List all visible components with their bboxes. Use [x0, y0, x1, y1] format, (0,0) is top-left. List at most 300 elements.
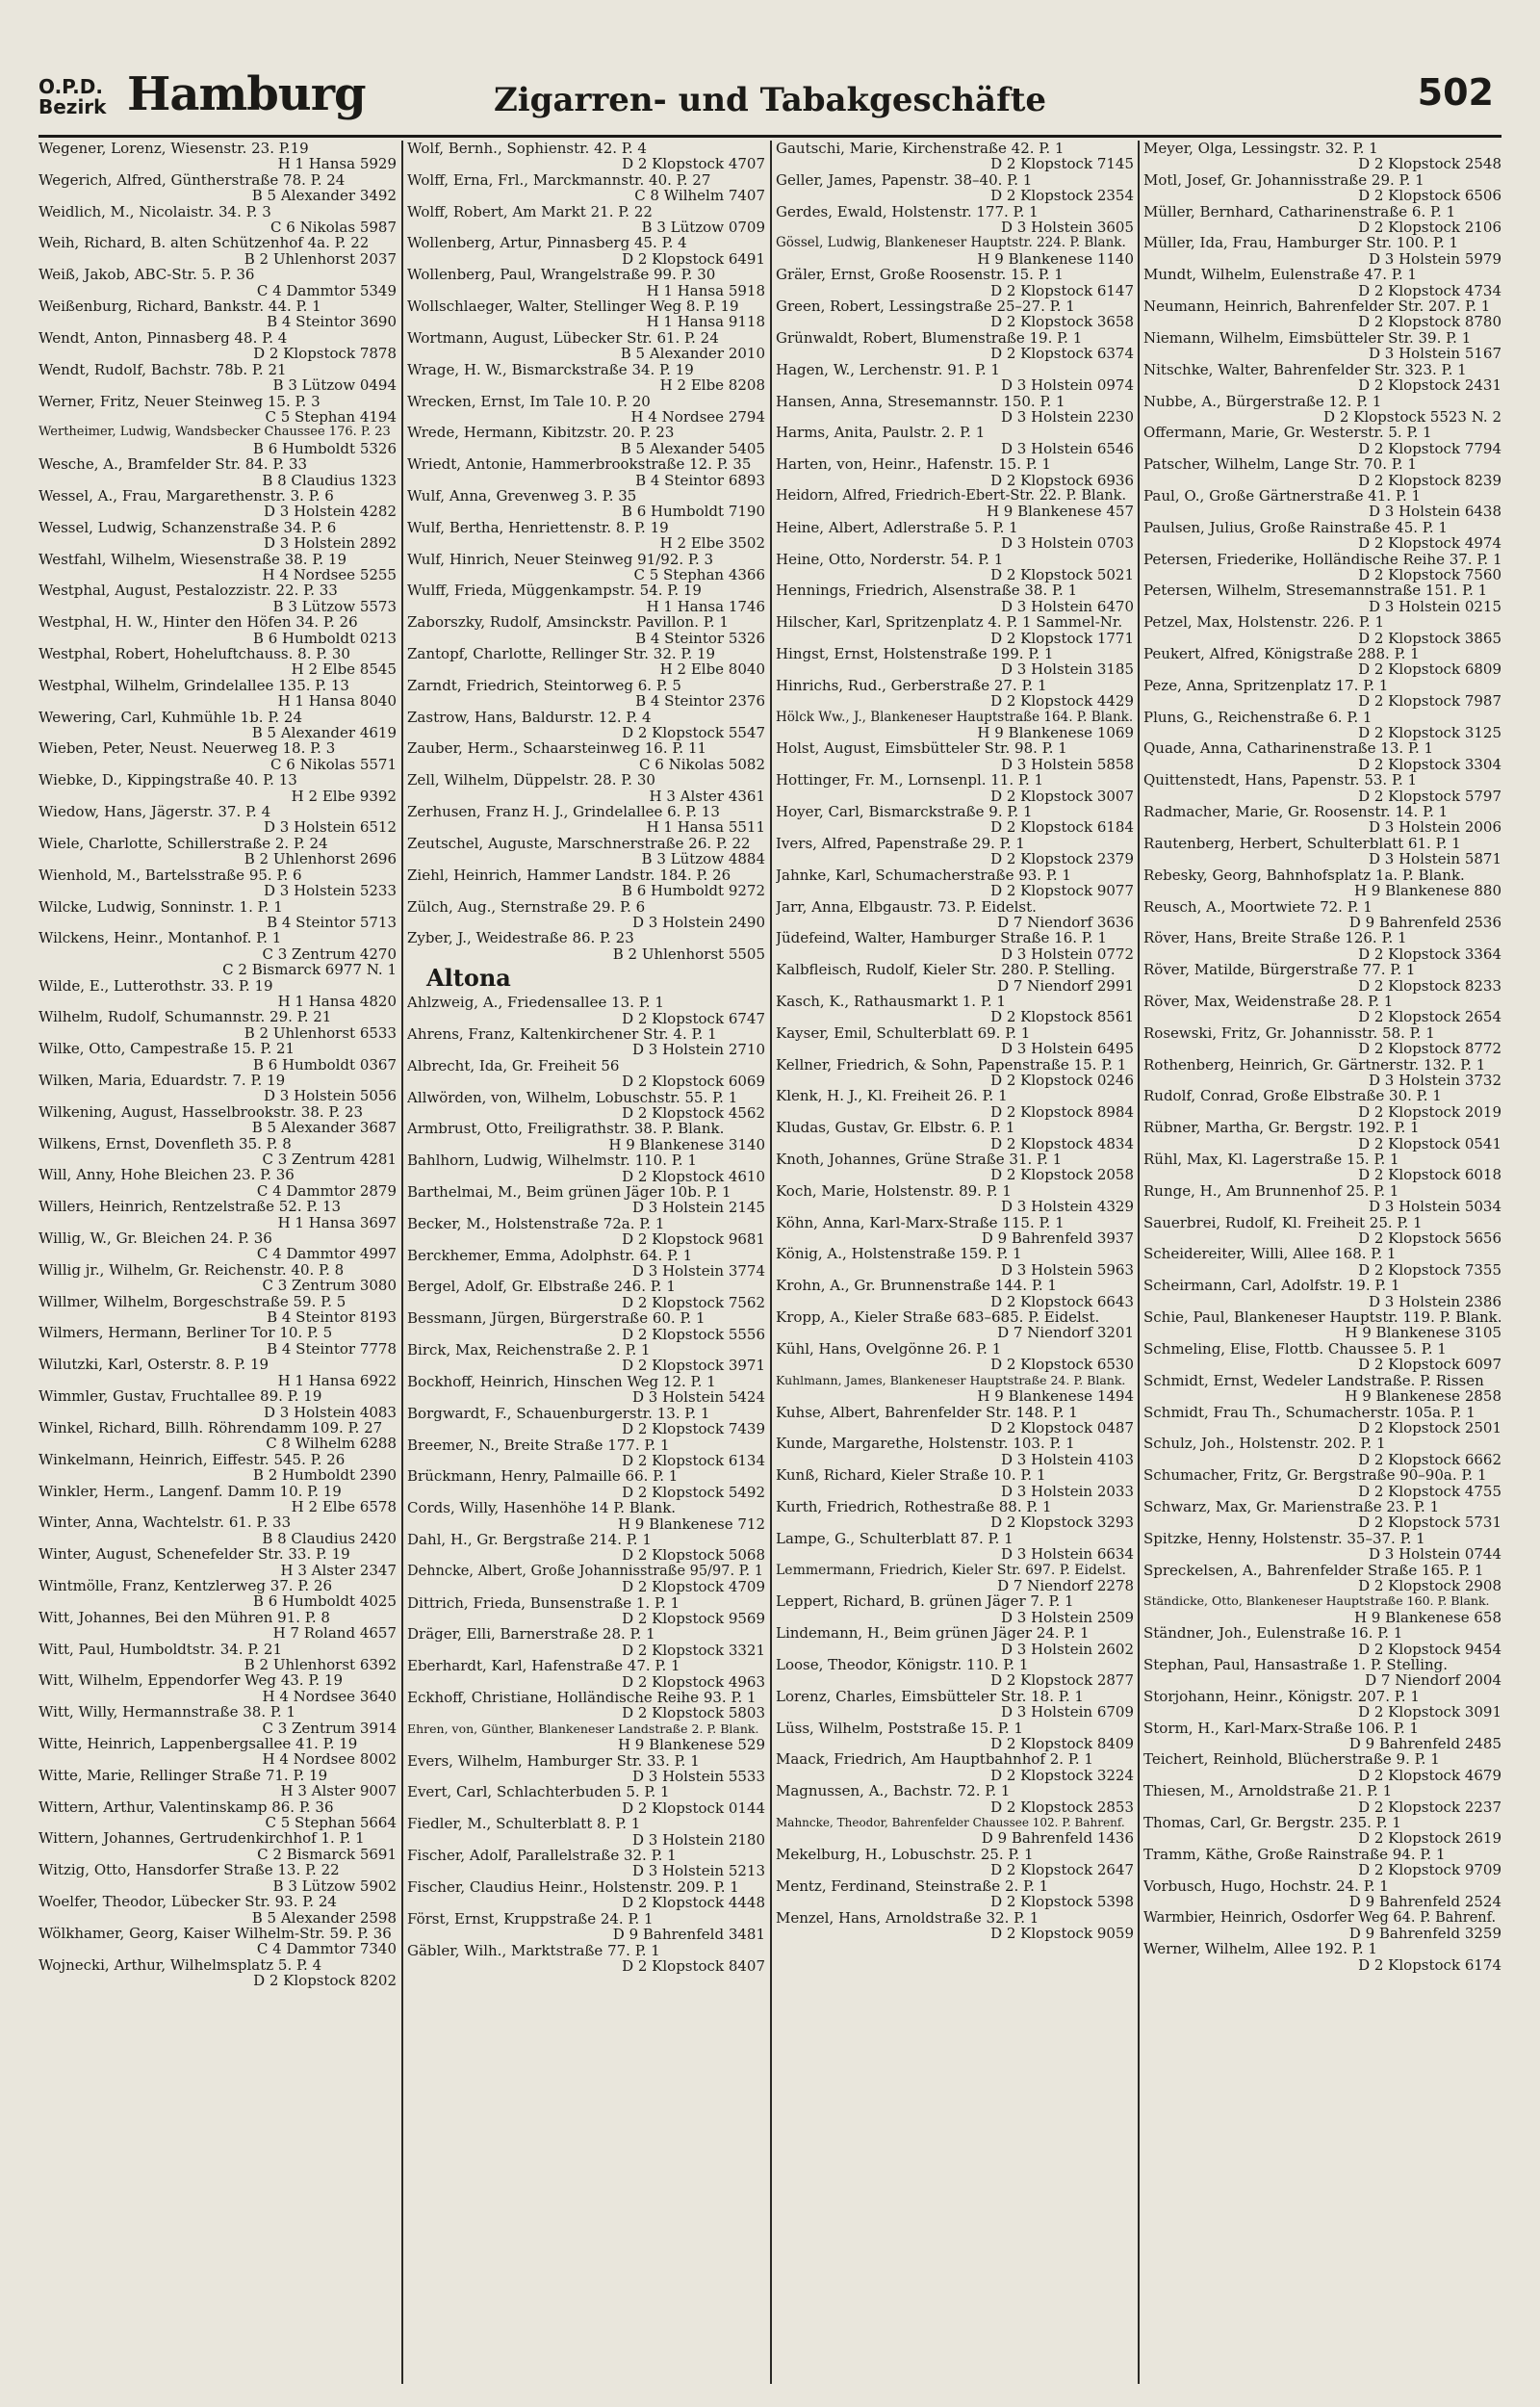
listing-name-address: Lemmermann, Friedrich, Kieler Str. 697. P. Eidelst.: [776, 1562, 1126, 1578]
listing-phone: H 9 Blankenese 3140: [608, 1135, 765, 1153]
listing-phone: D 2 Klopstock 3125: [1358, 724, 1502, 742]
listing-name-address: Wölkhamer, Georg, Kaiser Wilhelm-Str. 59. P. 36: [38, 1925, 392, 1942]
listing-name-address: Wilmers, Hermann, Berliner Tor 10. P. 5: [38, 1325, 333, 1341]
listing-entry: [38, 1830, 397, 1862]
listing-phone: D 2 Klopstock 7562: [622, 1293, 765, 1311]
listing-phone: H 9 Blankenese 1494: [977, 1387, 1134, 1406]
listing-entry: [38, 930, 397, 962]
listing-name-address: Kalbfleisch, Rudolf, Kieler Str. 280. P. Stelling.: [776, 962, 1116, 978]
listing-name-address: Ständner, Joh., Eulenstraße 16. P. 1: [1143, 1625, 1403, 1642]
listing-phone: D 3 Holstein 0772: [1000, 945, 1134, 963]
listing-entry: [776, 1783, 1134, 1815]
listing-phone: D 2 Klopstock 6018: [1358, 1166, 1502, 1184]
listing-name-address: Pluns, G., Reichenstraße 6. P. 1: [1143, 709, 1373, 726]
listing-phone: D 3 Holstein 6512: [263, 818, 397, 837]
listing-name-address: Witt, Johannes, Bei den Mühren 91. P. 8: [38, 1609, 330, 1626]
listing-phone: D 2 Klopstock 6530: [990, 1356, 1134, 1374]
listing-entry: [407, 1026, 765, 1058]
listing-name-address: Wrede, Hermann, Kibitzstr. 20. P. 23: [407, 425, 675, 441]
listing-name-address: Wienhold, M., Bartelsstraße 95. P. 6: [38, 867, 302, 884]
listing-name-address: Cords, Willy, Hasenhöhe 14 P. Blank.: [407, 1500, 677, 1516]
listing-name-address: Stephan, Paul, Hansastraße 1. P. Stelling.: [1143, 1657, 1449, 1673]
listing-entry: [38, 520, 397, 552]
listing-phone: H 9 Blankenese 1069: [977, 724, 1134, 742]
listing-name-address: Dahl, H., Gr. Bergstraße 214. P. 1: [407, 1531, 652, 1548]
listing-entry: [776, 772, 1134, 804]
listing-name-address: Leppert, Richard, B. grünen Jäger 7. P. 1: [776, 1593, 1074, 1610]
listing-name-address: Vorbusch, Hugo, Hochstr. 24. P. 1: [1143, 1877, 1389, 1895]
listing-name-address: Petersen, Friederike, Holländische Reihe 37. P. 1: [1143, 551, 1502, 567]
listing-entry: [1143, 930, 1502, 962]
listing-name-address: Eberhardt, Karl, Hafenstraße 47. P. 1: [407, 1658, 680, 1674]
listing-name-address: Lüss, Wilhelm, Poststraße 15. P. 1: [776, 1720, 1023, 1737]
listing-name-address: Wollenberg, Paul, Wrangelstraße 99. P. 30: [407, 267, 716, 283]
listing-phone: D 2 Klopstock 4963: [622, 1672, 765, 1691]
listing-entry: [38, 1041, 397, 1073]
listing-phone: D 3 Holstein 6634: [1000, 1545, 1134, 1564]
listing-entry: [38, 1514, 397, 1546]
listing-entry: [776, 1751, 1134, 1783]
listing-entry: [38, 1104, 397, 1136]
listing-phone: H 2 Elbe 8545: [291, 660, 397, 679]
listing-entry: [38, 614, 397, 646]
listing-entry: [407, 1121, 765, 1152]
listing-entry: [1143, 1088, 1502, 1120]
listing-phone: B 5 Alexander 2598: [251, 1908, 397, 1927]
listing-name-address: Klenk, H. J., Kl. Freiheit 26. P. 1: [776, 1088, 1008, 1104]
listing-name-address: Rübner, Martha, Gr. Bergstr. 192. P. 1: [1143, 1120, 1420, 1136]
listing-phone: D 9 Bahrenfeld 3481: [612, 1926, 765, 1944]
listing-entry: [38, 772, 397, 804]
listing-phone: H 2 Elbe 8040: [659, 660, 765, 679]
listing-phone: B 4 Steintor 8193: [267, 1308, 397, 1327]
listing-entry: [38, 235, 397, 267]
listing-name-address: Zaborszky, Rudolf, Amsinckstr. Pavillon. P. 1: [407, 614, 729, 631]
listing-phone: D 2 Klopstock 9059: [990, 1924, 1134, 1942]
listing-entry: [1143, 1120, 1502, 1152]
listing-entry: [407, 1216, 765, 1248]
listing-entry: [38, 456, 397, 488]
listing-phone: B 2 Uhlenhorst 5505: [612, 945, 765, 963]
listing-entry: [776, 235, 1134, 267]
listing-phone: D 2 Klopstock 8561: [990, 1008, 1134, 1026]
listing-name-address: Holst, August, Eimsbütteler Str. 98. P. 1: [776, 740, 1067, 757]
listing-name-address: Witte, Heinrich, Lappenbergsallee 41. P. 19: [38, 1736, 358, 1752]
listing-entry: [38, 1894, 397, 1926]
listing-phone: C 4 Dammtor 5349: [256, 281, 397, 299]
listing-name-address: Wessel, A., Frau, Margarethenstr. 3. P. 6: [38, 487, 334, 505]
listing-entry: [407, 552, 765, 583]
listing-entry: [407, 836, 765, 867]
listing-phone: D 2 Klopstock 3865: [1358, 629, 1502, 647]
listing-phone: D 3 Holstein 3605: [1000, 219, 1134, 237]
listing-name-address: Dräger, Elli, Barnerstraße 28. P. 1: [407, 1626, 655, 1643]
listing-entry: [776, 930, 1134, 962]
listing-entry: [1143, 204, 1502, 236]
listing-entry: [1143, 1373, 1502, 1405]
listing-entry: [38, 1009, 397, 1041]
listing-phone: D 2 Klopstock 6174: [1358, 1955, 1502, 1974]
listing-name-address: Wieben, Peter, Neust. Neuerweg 18. P. 3: [38, 740, 336, 757]
listing-phone: H 1 Hansa 5511: [646, 818, 765, 837]
listing-entry: [407, 1943, 765, 1975]
listing-name-address: Armbrust, Otto, Freiligrathstr. 38. P. Blank.: [407, 1121, 725, 1137]
listing-phone: B 6 Humboldt 4025: [252, 1592, 397, 1611]
listing-entry: [776, 804, 1134, 836]
listing-name-address: Wittern, Arthur, Valentinskamp 86. P. 36: [38, 1799, 334, 1816]
listing-phone: D 2 Klopstock 5021: [990, 565, 1134, 583]
listing-entry: [407, 1564, 765, 1595]
listing-name-address: Kuhlmann, James, Blankeneser Hauptstraße 24. P. Blank.: [776, 1372, 1126, 1387]
listing-phone: D 2 Klopstock 3321: [622, 1641, 765, 1659]
listing-name-address: Wolff, Robert, Am Markt 21. P. 22: [407, 203, 653, 220]
listing-phone: H 9 Blankenese 712: [617, 1514, 765, 1533]
listing-name-address: Wittern, Johannes, Gertrudenkirchhof 1. P. 1: [38, 1830, 365, 1847]
listing-phone: H 2 Elbe 6578: [291, 1497, 397, 1515]
listing-entry: [38, 1610, 397, 1642]
listing-phone: B 6 Humboldt 0213: [252, 629, 397, 647]
listing-entry: [38, 836, 397, 867]
listing-entry: [38, 1768, 397, 1799]
listing-phone: C 2 Bismarck 5691: [257, 1845, 397, 1863]
listing-phone: D 7 Niendorf 2991: [997, 976, 1134, 995]
bezirk-label: Bezirk: [38, 95, 107, 118]
listing-entry: [407, 678, 765, 710]
listing-name-address: Zarndt, Friedrich, Steintorweg 6. P. 5: [407, 677, 681, 694]
listing-name-address: Wiedow, Hans, Jägerstr. 37. P. 4: [38, 804, 271, 820]
listing-name-address: Först, Ernst, Kruppstraße 24. P. 1: [407, 1910, 654, 1928]
listing-phone: D 2 Klopstock 3224: [990, 1766, 1134, 1784]
listing-entry: [38, 1704, 397, 1736]
listing-entry: [407, 235, 765, 267]
listing-phone: D 2 Klopstock 4709: [622, 1578, 765, 1596]
listing-entry: [1143, 362, 1502, 394]
listing-entry: [407, 456, 765, 488]
listing-phone: D 2 Klopstock 8407: [622, 1956, 765, 1975]
listing-name-address: Scheirmann, Carl, Adolfstr. 19. P. 1: [1143, 1278, 1400, 1294]
listing-entry: [38, 1167, 397, 1199]
listing-name-address: Witt, Willy, Hermannstraße 38. P. 1: [38, 1704, 295, 1721]
listing-phone: D 3 Holstein 5533: [631, 1768, 765, 1786]
listing-phone: H 2 Elbe 3502: [659, 534, 765, 553]
listing-phone: D 2 Klopstock 6662: [1358, 1450, 1502, 1468]
listing-phone: D 2 Klopstock 8409: [990, 1735, 1134, 1753]
listing-name-address: Ahlzweig, A., Friedensallee 13. P. 1: [407, 995, 664, 1011]
listing-entry: [776, 1341, 1134, 1373]
listing-name-address: Kunde, Margarethe, Holstenstr. 103. P. 1: [776, 1436, 1075, 1452]
listing-phone: D 2 Klopstock 6097: [1358, 1356, 1502, 1374]
listing-name-address: Rothenberg, Heinrich, Gr. Gärtnerstr. 132. P. 1: [1143, 1056, 1486, 1073]
listing-phone: B 6 Humboldt 0367: [252, 1055, 397, 1074]
listing-phone: D 3 Holstein 5034: [1368, 1198, 1502, 1216]
city-name: Hamburg: [127, 67, 366, 121]
listing-phone: D 2 Klopstock 6936: [990, 471, 1134, 489]
listing-phone: C 8 Wilhelm 6288: [266, 1435, 397, 1453]
listing-phone: D 2 Klopstock 2877: [990, 1671, 1134, 1690]
listing-entry: [776, 488, 1134, 520]
listing-phone: H 9 Blankenese 457: [986, 503, 1134, 521]
listing-phone: D 2 Klopstock 2106: [1358, 219, 1502, 237]
listing-name-address: Wollenberg, Artur, Pinnasberg 45. P. 4: [407, 235, 687, 251]
listing-phone: H 2 Elbe 8208: [659, 376, 765, 395]
listing-name-address: Kludas, Gustav, Gr. Elbstr. 6. P. 1: [776, 1120, 1015, 1136]
listing-phone: C 8 Wilhelm 7407: [634, 187, 765, 205]
listing-phone: D 2 Klopstock 9709: [1358, 1861, 1502, 1879]
listing-entry: [38, 1136, 397, 1168]
listing-entry: [1143, 456, 1502, 488]
listing-name-address: Zeutschel, Auguste, Marschnerstraße 26. P. 22: [407, 835, 751, 852]
listing-name-address: Schulz, Joh., Holstenstr. 202. P. 1: [1143, 1436, 1386, 1452]
listing-phone: B 3 Lützow 5573: [272, 597, 397, 615]
listing-phone: D 2 Klopstock 2379: [990, 850, 1134, 868]
listing-phone: D 3 Holstein 5424: [631, 1388, 765, 1407]
listing-name-address: Lindemann, H., Beim grünen Jäger 24. P. 1: [776, 1625, 1090, 1642]
listing-phone: C 3 Zentrum 4270: [262, 945, 397, 963]
listing-name-address: Gäbler, Wilh., Marktstraße 77. P. 1: [407, 1942, 660, 1958]
listing-name-address: Zerhusen, Franz H. J., Grindelallee 6. P. 13: [407, 804, 720, 820]
listing-entry: [407, 1658, 765, 1690]
listing-entry: [1143, 1183, 1502, 1215]
listing-entry: [407, 1879, 765, 1911]
listing-phone: D 2 Klopstock 2619: [1358, 1829, 1502, 1848]
listing-phone: D 2 Klopstock 6643: [990, 1292, 1134, 1310]
listing-name-address: Jarr, Anna, Elbgaustr. 73. P. Eidelst.: [776, 898, 1037, 915]
listing-entry: [1143, 582, 1502, 614]
listing-phone: H 1 Hansa 6922: [277, 1371, 397, 1389]
listing-name-address: Mentz, Ferdinand, Steinstraße 2. P. 1: [776, 1877, 1049, 1895]
listing-entry: [407, 582, 765, 614]
listing-name-address: Winkelmann, Heinrich, Eiffestr. 545. P. 26: [38, 1451, 346, 1468]
listing-entry: [407, 362, 765, 394]
listing-name-address: Wilkening, August, Hasselbrookstr. 38. P. 23: [38, 1103, 364, 1121]
listing-entry: [1143, 678, 1502, 710]
listing-name-address: Borgwardt, F., Schauenburgerstr. 13. P. 1: [407, 1405, 710, 1422]
listing-name-address: Sauerbrei, Rudolf, Kl. Freiheit 25. P. 1: [1143, 1214, 1423, 1231]
page-header: [38, 67, 1502, 135]
listing-entry: [1143, 1878, 1502, 1910]
listing-entry: [407, 394, 765, 426]
listing-phone: H 4 Nordsee 8002: [262, 1750, 397, 1769]
listing-phone: D 9 Bahrenfeld 1436: [981, 1829, 1134, 1848]
listing-phone: B 2 Uhlenhorst 6533: [244, 1023, 397, 1042]
listing-entry: [1143, 552, 1502, 583]
listing-entry: [38, 267, 397, 298]
listing-entry: [1143, 267, 1502, 298]
listing-phone: C 6 Nikolas 5082: [639, 755, 765, 773]
listing-phone: C 6 Nikolas 5987: [270, 219, 397, 237]
listing-name-address: Wegerich, Alfred, Güntherstraße 78. P. 24: [38, 171, 346, 189]
listing-name-address: Neumann, Heinrich, Bahrenfelder Str. 207. P. 1: [1143, 298, 1491, 315]
listing-phone: H 9 Blankenese 658: [1353, 1608, 1502, 1626]
listing-phone: D 2 Klopstock 2853: [990, 1798, 1134, 1816]
listing-phone: C 4 Dammtor 4997: [256, 1245, 397, 1263]
listing-entry: [776, 1563, 1134, 1594]
listing-phone: H 1 Hansa 1746: [646, 597, 765, 615]
listing-phone: D 3 Holstein 0744: [1368, 1545, 1502, 1564]
listing-phone: D 2 Klopstock 7987: [1358, 692, 1502, 711]
column-3: [776, 141, 1134, 2394]
listing-phone: H 9 Blankenese 529: [617, 1736, 765, 1754]
listing-name-address: Kuhse, Albert, Bahrenfelder Str. 148. P. 1: [776, 1404, 1078, 1420]
listing-entry: [38, 1546, 397, 1578]
listing-name-address: Winter, Anna, Wachtelstr. 61. P. 33: [38, 1514, 292, 1531]
listing-entry: [407, 710, 765, 741]
listing-entry: [776, 1467, 1134, 1499]
listing-phone: H 9 Blankenese 3105: [1345, 1324, 1502, 1342]
listing-entry: [407, 646, 765, 678]
listing-name-address: Wulf, Anna, Grevenweg 3. P. 35: [407, 487, 637, 505]
listing-entry: [776, 1657, 1134, 1689]
listing-name-address: Spitzke, Henny, Holstenstr. 35–37. P. 1: [1143, 1530, 1425, 1547]
header-rule: [38, 135, 1502, 138]
listing-phone: D 3 Holstein 5167: [1368, 345, 1502, 363]
listing-name-address: Willers, Heinrich, Rentzelstraße 52. P. 13: [38, 1199, 342, 1215]
listing-phone: D 2 Klopstock 7145: [990, 155, 1134, 173]
listing-entry: [776, 1088, 1134, 1120]
listing-entry: [38, 141, 397, 172]
listing-entry: [1143, 614, 1502, 646]
listing-name-address: Weidlich, M., Nicolaistr. 34. P. 3: [38, 203, 271, 220]
listing-phone: D 2 Klopstock 8780: [1358, 313, 1502, 331]
listing-name-address: Bessmann, Jürgen, Bürgerstraße 60. P. 1: [407, 1310, 706, 1327]
listing-phone: D 9 Bahrenfeld 2485: [1348, 1735, 1502, 1753]
listing-phone: D 3 Holstein 6546: [1000, 439, 1134, 457]
listing-phone: D 2 Klopstock 2647: [990, 1861, 1134, 1879]
listing-phone: D 3 Holstein 0215: [1368, 597, 1502, 615]
listing-name-address: Albrecht, Ida, Gr. Freiheit 56: [407, 1057, 620, 1074]
listing-entry: [407, 1184, 765, 1216]
listing-entry: [38, 978, 397, 1010]
listing-phone: B 3 Lützow 4884: [641, 850, 765, 868]
listing-entry: [1143, 1689, 1502, 1721]
listing-phone: H 1 Hansa 4820: [277, 992, 397, 1010]
listing-name-address: Westphal, H. W., Hinter den Höfen 34. P. 26: [38, 614, 358, 631]
listing-phone: D 2 Klopstock 9454: [1358, 1640, 1502, 1658]
listing-phone: B 8 Claudius 1323: [262, 471, 397, 489]
listing-phone: D 2 Klopstock 2501: [1358, 1418, 1502, 1436]
listing-name-address: Kunß, Richard, Kieler Straße 10. P. 1: [776, 1467, 1046, 1484]
listing-entry: [407, 1753, 765, 1785]
listing-phone: D 2 Klopstock 5656: [1358, 1229, 1502, 1248]
listing-name-address: Warmbier, Heinrich, Osdorfer Weg 64. P. Bahrenf.: [1143, 1909, 1497, 1926]
listing-name-address: Winkler, Herm., Langenf. Damm 10. P. 19: [38, 1483, 342, 1499]
listing-entry: [776, 141, 1134, 172]
listing-entry: [407, 1279, 765, 1310]
listing-entry: [1143, 1751, 1502, 1783]
listing-phone: B 4 Steintor 7778: [267, 1339, 397, 1358]
listing-entry: [1143, 1783, 1502, 1815]
listing-name-address: Ziehl, Heinrich, Hammer Landstr. 184. P. 26: [407, 867, 732, 884]
listing-entry: [776, 1373, 1134, 1405]
listing-entry: [1143, 1025, 1502, 1057]
listing-name-address: Loose, Theodor, Königstr. 110. P. 1: [776, 1657, 1029, 1673]
listing-phone: B 3 Lützow 0709: [641, 219, 765, 237]
listing-entry: [776, 267, 1134, 298]
listing-name-address: Hilscher, Karl, Spritzenplatz 4. P. 1 Sammel-Nr.: [776, 614, 1123, 631]
listing-phone: D 2 Klopstock 5398: [990, 1893, 1134, 1911]
listing-entry: [1143, 772, 1502, 804]
listing-phone: B 2 Uhlenhorst 6392: [244, 1656, 397, 1673]
listing-name-address: Dittrich, Frieda, Bunsenstraße 1. P. 1: [407, 1594, 680, 1611]
listing-phone: D 3 Holstein 2490: [631, 913, 765, 931]
listing-name-address: Petersen, Wilhelm, Stresemannstraße 151. P. 1: [1143, 582, 1488, 599]
listing-entry: [1143, 141, 1502, 172]
listing-entry: [38, 330, 397, 362]
listing-name-address: Westphal, August, Pestalozzistr. 22. P. 33: [38, 582, 338, 599]
listing-entry: [776, 678, 1134, 710]
listing-phone: D 3 Holstein 5056: [263, 1087, 397, 1105]
listing-entry: [407, 267, 765, 298]
listing-entry: [776, 204, 1134, 236]
listing-phone: D 3 Holstein 2386: [1368, 1292, 1502, 1310]
listing-entry: [1143, 1405, 1502, 1436]
listing-phone: H 1 Hansa 5918: [646, 281, 765, 299]
listing-name-address: Kellner, Friedrich, & Sohn, Papenstraße 15. P. 1: [776, 1056, 1127, 1073]
listing-entry: [1143, 1941, 1502, 1973]
listing-phone: D 2 Klopstock 8233: [1358, 976, 1502, 995]
listing-entry: [38, 1642, 397, 1673]
listing-entry: [776, 1910, 1134, 1942]
listing-entry: [38, 1578, 397, 1610]
listing-phone: D 3 Holstein 5858: [1000, 755, 1134, 773]
listing-entry: [1143, 1721, 1502, 1752]
listing-name-address: Weißenburg, Richard, Bankstr. 44. P. 1: [38, 298, 321, 315]
section-heading: Altona: [426, 964, 511, 993]
listing-entry: [1143, 298, 1502, 330]
listing-phone: D 3 Holstein 5979: [1368, 249, 1502, 268]
listing-entry: [38, 1672, 397, 1704]
listing-name-address: Paulsen, Julius, Große Rainstraße 45. P. 1: [1143, 519, 1448, 536]
listing-entry: [1143, 899, 1502, 931]
listing-name-address: Wollschlaeger, Walter, Stellinger Weg 8. P. 19: [407, 298, 739, 315]
listing-phone: D 9 Bahrenfeld 3259: [1348, 1924, 1502, 1942]
listing-name-address: Weiß, Jakob, ABC-Str. 5. P. 36: [38, 267, 255, 283]
listing-phone: H 4 Nordsee 5255: [262, 565, 397, 583]
listing-phone: H 9 Blankenese 880: [1353, 882, 1502, 900]
listing-phone: D 3 Holstein 2892: [263, 534, 397, 553]
listing-phone: D 3 Holstein 6709: [1000, 1703, 1134, 1721]
listing-phone: H 3 Alster 4361: [649, 787, 765, 805]
listing-entry: [407, 298, 765, 330]
column-divider: [401, 141, 403, 2384]
listing-entry: [1143, 172, 1502, 204]
listing-entry: [1143, 1910, 1502, 1942]
listing-entry: [776, 1183, 1134, 1215]
listing-name-address: Schwarz, Max, Gr. Marienstraße 23. P. 1: [1143, 1498, 1440, 1515]
listing-entry: [1143, 1152, 1502, 1183]
listing-name-address: Ehren, von, Günther, Blankeneser Landstraße 2. P. Blank.: [407, 1721, 759, 1736]
listing-entry: [1143, 1531, 1502, 1563]
listing-entry: [1143, 520, 1502, 552]
listing-name-address: Scheidereiter, Willi, Allee 168. P. 1: [1143, 1246, 1397, 1262]
listing-name-address: Hansen, Anna, Stresemannstr. 150. P. 1: [776, 393, 1065, 409]
listing-entry: [38, 1073, 397, 1104]
listing-name-address: Peukert, Alfred, Königstraße 288. P. 1: [1143, 646, 1420, 662]
listing-entry: [407, 520, 765, 552]
listing-phone: B 2 Humboldt 2390: [252, 1466, 397, 1485]
listing-name-address: Fiedler, M., Schulterblatt 8. P. 1: [407, 1816, 641, 1832]
listing-entry: [776, 552, 1134, 583]
listing-phone: C 5 Stephan 4366: [633, 565, 765, 583]
listing-entry: [1143, 867, 1502, 899]
listing-phone: D 2 Klopstock 7355: [1358, 1260, 1502, 1279]
listing-phone: D 2 Klopstock 0246: [990, 1071, 1134, 1089]
listing-entry: [776, 1878, 1134, 1910]
listing-name-address: Winter, August, Schenefelder Str. 33. P. 19: [38, 1546, 350, 1563]
listing-name-address: Eckhoff, Christiane, Holländische Reihe 93. P. 1: [407, 1690, 757, 1706]
listing-entry: [407, 1911, 765, 1943]
listing-phone: H 9 Blankenese 2858: [1345, 1387, 1502, 1406]
